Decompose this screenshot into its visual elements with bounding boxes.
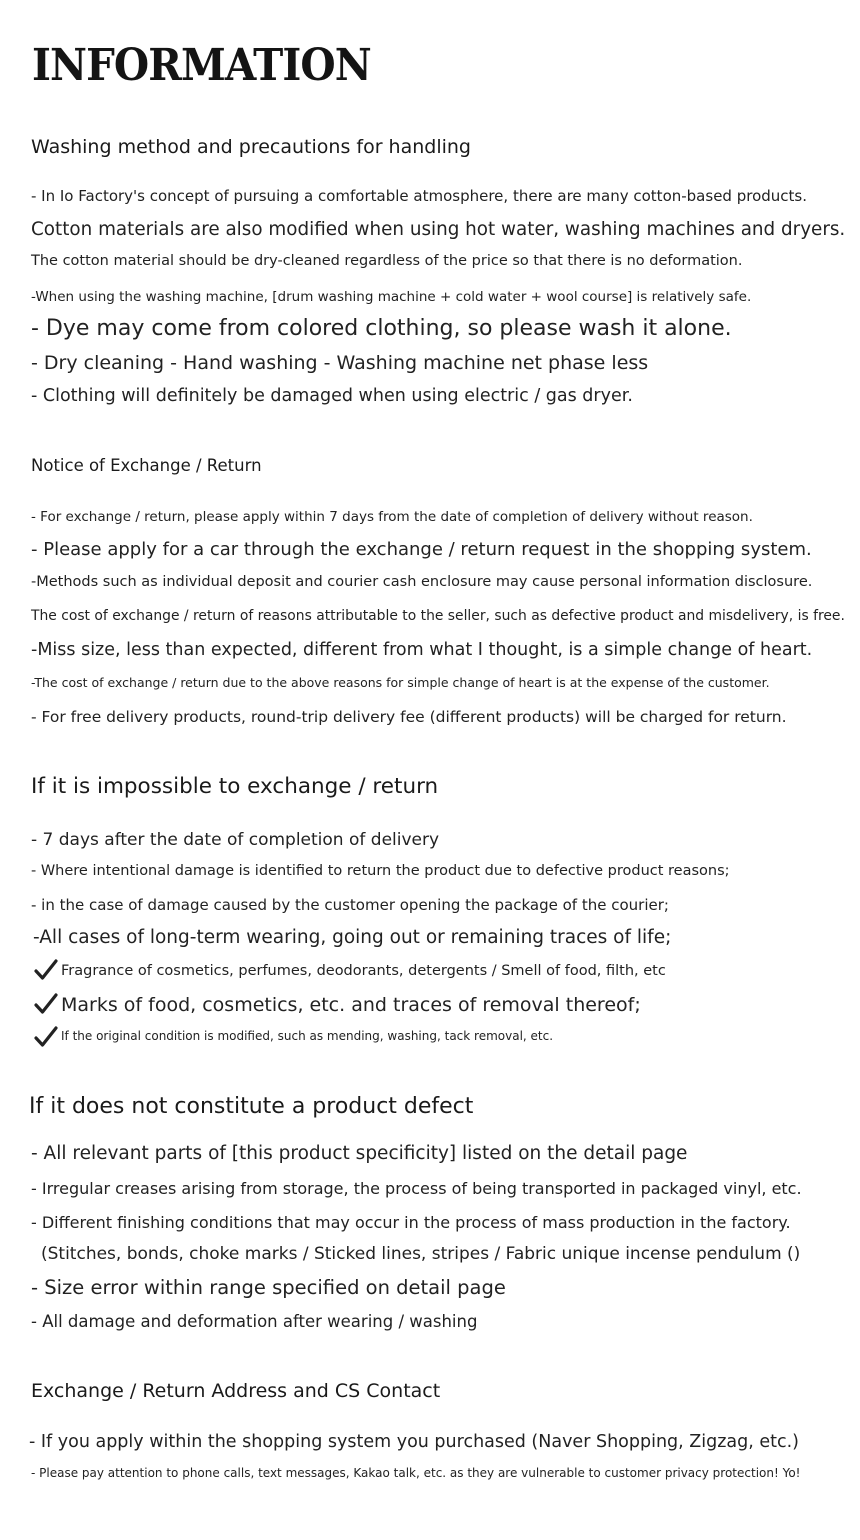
check-icon: [34, 992, 58, 1016]
exchange-line-5: -Miss size, less than expected, different from what I thought, is a simple change of heart.: [31, 640, 813, 660]
check-item-3: If the original condition is modified, such as mending, washing, tack removal, etc.: [61, 1029, 554, 1043]
check-icon: [34, 958, 58, 982]
impossible-heading: If it is impossible to exchange / return: [31, 774, 439, 799]
exchange-heading: Notice of Exchange / Return: [31, 456, 262, 475]
check-item-1: Fragrance of cosmetics, perfumes, deodorants, detergents / Smell of food, filth, etc: [61, 963, 666, 979]
washing-line-7: - Clothing will definitely be damaged when using electric / gas dryer.: [31, 386, 633, 406]
defect-line-1: - All relevant parts of [this product specificity] listed on the detail page: [31, 1143, 688, 1164]
defect-line-4: (Stitches, bonds, choke marks / Sticked lines, stripes / Fabric unique incense pendulum (): [41, 1244, 801, 1264]
impossible-line-2: - Where intentional damage is identified to return the product due to defective product reasons;: [31, 863, 730, 879]
contact-line-2: - Please pay attention to phone calls, text messages, Kakao talk, etc. as they are vulnerable to customer privacy protection! Yo!: [31, 1466, 801, 1480]
defect-line-6: - All damage and deformation after wearing / washing: [31, 1312, 478, 1331]
washing-line-4: -When using the washing machine, [drum washing machine + cold water + wool course] is relatively safe.: [31, 289, 752, 305]
exchange-line-1: - For exchange / return, please apply within 7 days from the date of completion of delivery without reason.: [31, 509, 753, 525]
defect-line-2: - Irregular creases arising from storage, the process of being transported in packaged vinyl, etc.: [31, 1179, 802, 1198]
exchange-line-6: -The cost of exchange / return due to the above reasons for simple change of heart is at the expense of the customer.: [31, 675, 770, 690]
impossible-line-3: - in the case of damage caused by the customer opening the package of the courier;: [31, 896, 669, 914]
check-item-2: Marks of food, cosmetics, etc. and traces of removal thereof;: [61, 994, 641, 1016]
impossible-line-4: -All cases of long-term wearing, going out or remaining traces of life;: [33, 927, 672, 948]
page-title: INFORMATION: [32, 40, 371, 91]
washing-line-6: - Dry cleaning - Hand washing - Washing machine net phase less: [31, 352, 649, 374]
defect-line-5: - Size error within range specified on detail page: [31, 1276, 506, 1299]
contact-line-1: - If you apply within the shopping system you purchased (Naver Shopping, Zigzag, etc.): [29, 1432, 800, 1452]
exchange-line-2: - Please apply for a car through the exchange / return request in the shopping system.: [31, 539, 812, 560]
contact-heading: Exchange / Return Address and CS Contact: [31, 1380, 441, 1402]
defect-heading: If it does not constitute a product defect: [29, 1094, 474, 1119]
exchange-line-7: - For free delivery products, round-trip delivery fee (different products) will be charged for return.: [31, 708, 787, 726]
exchange-line-3: -Methods such as individual deposit and courier cash enclosure may cause personal information disclosure.: [31, 574, 813, 590]
washing-line-3: The cotton material should be dry-cleaned regardless of the price so that there is no deformation.: [31, 253, 743, 269]
washing-line-1: - In Io Factory's concept of pursuing a comfortable atmosphere, there are many cotton-based products.: [31, 187, 807, 205]
washing-line-2: Cotton materials are also modified when using hot water, washing machines and dryers.: [31, 218, 846, 240]
impossible-line-1: - 7 days after the date of completion of delivery: [31, 830, 440, 850]
washing-heading: Washing method and precautions for handling: [31, 136, 471, 158]
check-icon: [34, 1025, 58, 1049]
exchange-line-4: The cost of exchange / return of reasons attributable to the seller, such as defective product and misdelivery, is free.: [31, 608, 845, 624]
defect-line-3: - Different finishing conditions that may occur in the process of mass production in the factory.: [31, 1213, 791, 1232]
washing-line-5: - Dye may come from colored clothing, so please wash it alone.: [31, 316, 732, 341]
